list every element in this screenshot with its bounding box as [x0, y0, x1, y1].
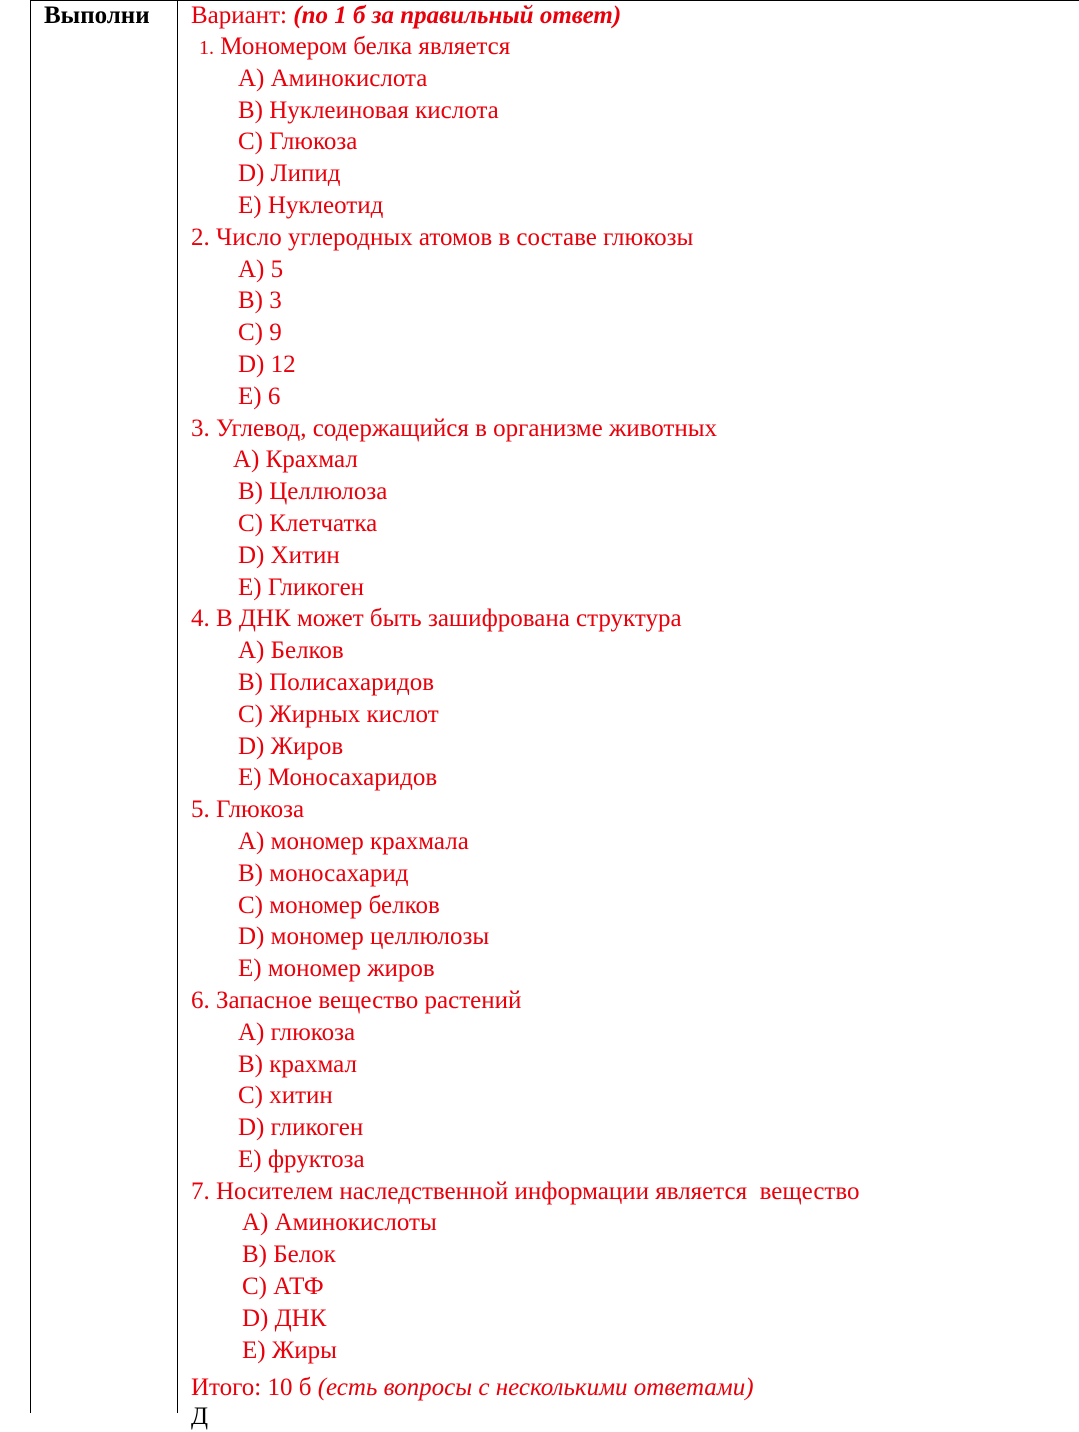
answer-option: B) Нуклеиновая кислота	[238, 96, 499, 124]
question-text: 1. Мономером белка является	[199, 33, 511, 60]
row-label: Выполни	[44, 2, 150, 29]
variant-prefix: Вариант:	[191, 2, 294, 29]
variant-header	[191, 0, 1079, 31]
total-score	[191, 1372, 1079, 1403]
question-text: 4. В ДНК может быть зашифрована структура	[191, 605, 682, 633]
question-2	[191, 222, 1079, 413]
answer-option: D) ДНК	[242, 1304, 327, 1332]
answer-option: D) Жиров	[238, 732, 344, 760]
answer-option: E) Жиры	[242, 1336, 337, 1364]
question-7	[191, 1176, 1079, 1367]
answer-option: A) глюкоза	[238, 1018, 356, 1046]
answer-option: C) Жирных кислот	[238, 700, 439, 728]
question-3	[191, 413, 1079, 604]
answer-option: A) 5	[238, 255, 284, 283]
scoring-note: (по 1 б за правильный ответ)	[293, 2, 622, 29]
answer-option: A) Аминокислоты	[242, 1209, 437, 1237]
table-left-border	[30, 0, 31, 1413]
question-text: 3. Углевод, содержащийся в организме животных	[191, 414, 718, 442]
answer-option: B) Целлюлоза	[238, 478, 388, 506]
answer-option: A) мономер крахмала	[238, 827, 469, 855]
answer-option: D) гликоген	[238, 1114, 364, 1142]
answer-option: D) Липид	[238, 160, 341, 188]
question-4	[191, 603, 1079, 794]
answer-option: E) Моносахаридов	[238, 764, 438, 792]
answer-option: C) Клетчатка	[238, 509, 378, 537]
question-text: 2. Число углеродных атомов в составе глюкозы	[191, 223, 694, 251]
question-text: 6. Запасное вещество растений	[191, 986, 522, 1014]
answer-option: A) Аминокислота	[238, 64, 428, 92]
question-1	[191, 31, 1079, 222]
answer-option: A) Крахмал	[233, 446, 358, 474]
answer-option: E) 6	[238, 382, 281, 410]
question-text: 7. Носителем наследственной информации является вещество	[191, 1177, 860, 1205]
answer-option: B) крахмал	[238, 1050, 357, 1078]
total-text: Итого: 10 б	[191, 1374, 318, 1402]
answer-option: B) Белок	[242, 1241, 336, 1269]
answer-option: B) 3	[238, 287, 282, 315]
answer-option: C) 9	[238, 319, 282, 347]
answer-option: A) Белков	[238, 637, 344, 665]
question-5	[191, 794, 1079, 985]
answer-option: C) мономер белков	[238, 891, 440, 919]
answer-option: C) АТФ	[242, 1273, 324, 1301]
answer-option: B) моносахарид	[238, 859, 409, 887]
answer-option: D) 12	[238, 350, 296, 378]
answer-option: C) Глюкоза	[238, 128, 358, 156]
answer-option: E) мономер жиров	[238, 955, 435, 983]
table-column-divider	[177, 0, 178, 1413]
answer-option: D) Хитин	[238, 541, 340, 569]
task-content	[191, 0, 1079, 1403]
total-note: (есть вопросы с несколькими ответами)	[317, 1374, 754, 1402]
question-6	[191, 985, 1079, 1176]
answer-option: C) хитин	[238, 1082, 333, 1110]
answer-option: E) Нуклеотид	[238, 191, 384, 219]
question-text: 5. Глюкоза	[191, 796, 305, 824]
answer-option: B) Полисахаридов	[238, 668, 434, 696]
cut-off-text: Д	[191, 1403, 209, 1430]
answer-option: E) Гликоген	[238, 573, 365, 601]
answer-option: E) фруктоза	[238, 1145, 365, 1173]
answer-option: D) мономер целлюлозы	[238, 923, 490, 951]
